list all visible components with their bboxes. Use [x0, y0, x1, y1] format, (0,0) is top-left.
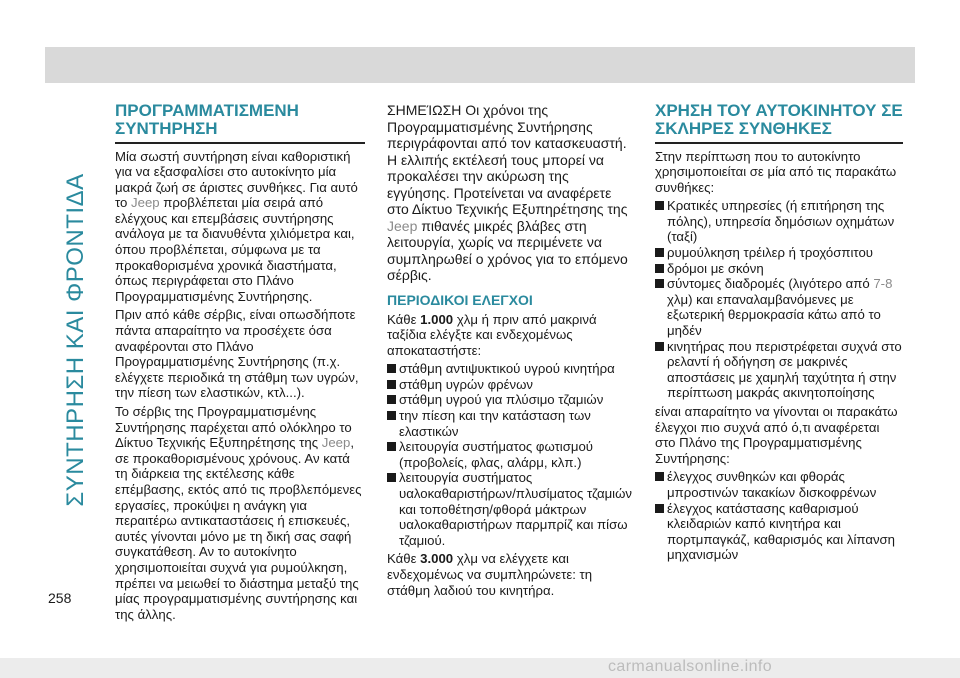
checkbox-square-icon — [387, 411, 396, 420]
list-item: την πίεση και την κατάσταση των ελαστικών — [387, 408, 632, 439]
list-item: στάθμη υγρού για πλύσιμο τζαμιών — [387, 392, 632, 408]
column-scheduled-maintenance — [115, 102, 365, 625]
paragraph: Πριν από κάθε σέρβις, είναι οπωσδήποτε πάντα απαραίτητο να προσέχετε όσα αναφέρονται στο Πλάνο Προγραμματισμένης Συντήρησης (π.χ. ελέγχετε περιοδικά τη στάθμη των υγρών, την πίεση των ελαστικών, κτλ...). — [115, 307, 359, 401]
distance-value: 1.000 — [420, 311, 454, 327]
brand-name: Jeep — [387, 217, 418, 234]
checkbox-square-icon — [387, 364, 396, 373]
checkbox-square-icon — [655, 279, 664, 288]
list-item: στάθμη υγρών φρένων — [387, 377, 632, 393]
side-section-title — [62, 100, 90, 580]
list-item: έλεγχος συνθηκών και φθοράς μπροστινών τακακίων δισκοφρένων — [655, 469, 903, 500]
list-item: σύντομες διαδρομές (λιγότερο από 7-8 χλμ) και επαναλαμβανόμενες με εξωτερική θερμοκρασία κάτω από το μηδέν — [655, 276, 903, 338]
checkbox-square-icon — [655, 264, 664, 273]
paragraph: Κάθε 1.000 χλμ ή πριν από μακρινά ταξίδια ελέγξτε και ενδεχομένως αποκαταστήστε: — [387, 311, 597, 358]
paragraph: Μία σωστή συντήρηση είναι καθοριστική για να εξασφαλίσει στο αυτοκίνητο μία μακρά ζωή σε άριστες συνθήκες. Για αυτό το Jeep προβλέπεται μία σειρά από ελέγχους και επεμβάσεις συντήρησης ανάλογα με τα διανυθέντα χιλιόμετρα και, όπου προβλέπεται, σύμφωνα με τα προκαθορισμένα χρονικά διαστήματα, όπως περιγράφεται στο Πλάνο Προγραμματισμένης Συντήρησης. — [115, 148, 358, 304]
brand-name: Jeep — [321, 435, 351, 451]
note-paragraph: ΣΗΜΕΊΩΣΗ Οι χρόνοι της Προγραμματισμένης Συντήρησης περιγράφονται από τον κατασκευαστή. Η ελλιπής εκτέλεσή τους μπορεί να προκαλέσει την ακύρωση της εγγύησης. Προτείνεται να αναφέρετε στο Δίκτυο Τεχνικής Εξυπηρέτησης της Jeep πιθανές μικρές βλάβες στη λειτουργία, χωρίς να περιμένετε να συμπληρωθεί ο χρόνος για το επόμενο σέρβις. — [387, 102, 628, 283]
checkbox-square-icon — [387, 442, 396, 451]
brand-name: Jeep — [131, 195, 160, 211]
page-number: 258 — [48, 590, 72, 606]
title-rule — [655, 142, 903, 144]
checkbox-square-icon — [655, 504, 664, 513]
paragraph: Στην περίπτωση που το αυτοκίνητο χρησιμοποιείται σε μία από τις παρακάτω συνθήκες: — [655, 148, 897, 195]
list-item: στάθμη αντιψυκτικού υγρού κινητήρα — [387, 361, 632, 377]
list-item: ρυμούλκηση τρέιλερ ή τροχόσπιτου — [655, 245, 903, 261]
column-severe-conditions — [655, 102, 903, 563]
distance-value: 3.000 — [420, 551, 454, 567]
paragraph: είναι απαραίτητο να γίνονται οι παρακάτω έλεγχοι πιο συχνά από ό,τι αναφέρεται στο Πλάνο της Προγραμματισμένης Συντήρησης: — [655, 404, 898, 466]
list-item: λειτουργία συστήματος φωτισμού (προβολείς, φλας, αλάρμ, κλπ.) — [387, 439, 632, 470]
section-title-scheduled-maintenance: ΠΡΟΓΡΑΜΜΑΤΙΣΜΕΝΗ ΣΥΝΤΗΡΗΣΗ — [115, 101, 299, 138]
list-item: λειτουργία συστήματος υαλοκαθαριστήρων/πλυσίματος τζαμιών και τοποθέτηση/φθορά μάκτρων υαλοκαθαριστήρων παρμπρίζ και πίσω τζαμιού. — [387, 470, 632, 548]
checkbox-square-icon — [655, 248, 664, 257]
list-item: κινητήρας που περιστρέφεται συχνά στο ρελαντί ή οδήγηση σε μακρινές αποστάσεις με χαμηλή ταχύτητα ή στην περίπτωση μακράς ακινητοποίησης — [655, 339, 903, 401]
checkbox-square-icon — [387, 380, 396, 389]
checkbox-square-icon — [655, 201, 664, 210]
column-periodic-checks — [387, 102, 632, 601]
paragraph: Κάθε 3.000 χλμ να ελέγχετε και ενδεχομένως να συμπληρώνετε: τη στάθμη λαδιού του κινητήρα. — [387, 551, 593, 598]
paragraph: Το σέρβις της Προγραμματισμένης Συντήρησης παρέχεται από ολόκληρο το Δίκτυο Τεχνικής Εξυπηρέτησης της Jeep, σε προκαθορισμένους χρόνους. Αν κατά τη διάρκεια της εκτέλεσης κάθε επέμβασης, εκτός από τις προβλεπόμενες εργασίες, προκύψει η ανάγκη για περαιτέρω αντικαταστάσεις ή επισκευές, αυτές γίνονται μόνο με τη δική σας σαφή συγκατάθεση. Αν το αυτοκίνητο χρησιμοποιείται συχνά για ρυμούλκηση, πρέπει να μειωθεί το διάστημα μεταξύ της μίας προγραμματισμένης συντήρησης και της άλλης. — [115, 404, 362, 622]
section-title-severe-conditions: ΧΡΗΣΗ ΤΟΥ ΑΥΤΟΚΙΝΗΤΟΥ ΣΕ ΣΚΛΗΡΕΣ ΣΥΝΘΗΚΕΣ — [655, 101, 903, 138]
section-title-periodic-checks: ΠΕΡΙΟΔΙΚΟΙ ΕΛΕΓΧΟΙ — [387, 291, 533, 308]
list-item: Κρατικές υπηρεσίες (ή επιτήρηση της πόλης), υπηρεσία δημόσιων οχημάτων (ταξί) — [655, 198, 903, 245]
header-band — [45, 47, 915, 83]
distance-range: 7-8 — [873, 276, 893, 292]
list-item: έλεγχος κατάστασης καθαρισμού κλειδαριών καπό κινητήρα και πορτμπαγκάζ, καθαρισμός και λίπανση μηχανισμών — [655, 501, 903, 563]
watermark-text: carmanualsonline.info — [608, 658, 773, 675]
checkbox-square-icon — [387, 473, 396, 482]
title-rule — [115, 142, 365, 144]
checkbox-square-icon — [655, 472, 664, 481]
side-section-title-text: ΣΥΝΤΗΡΗΣΗ ΚΑΙ ΦΡΟΝΤΙΔΑ — [62, 173, 89, 507]
watermark-bar — [0, 658, 960, 678]
checkbox-square-icon — [387, 395, 396, 404]
checkbox-square-icon — [655, 342, 664, 351]
list-item: δρόμοι με σκόνη — [655, 261, 903, 277]
